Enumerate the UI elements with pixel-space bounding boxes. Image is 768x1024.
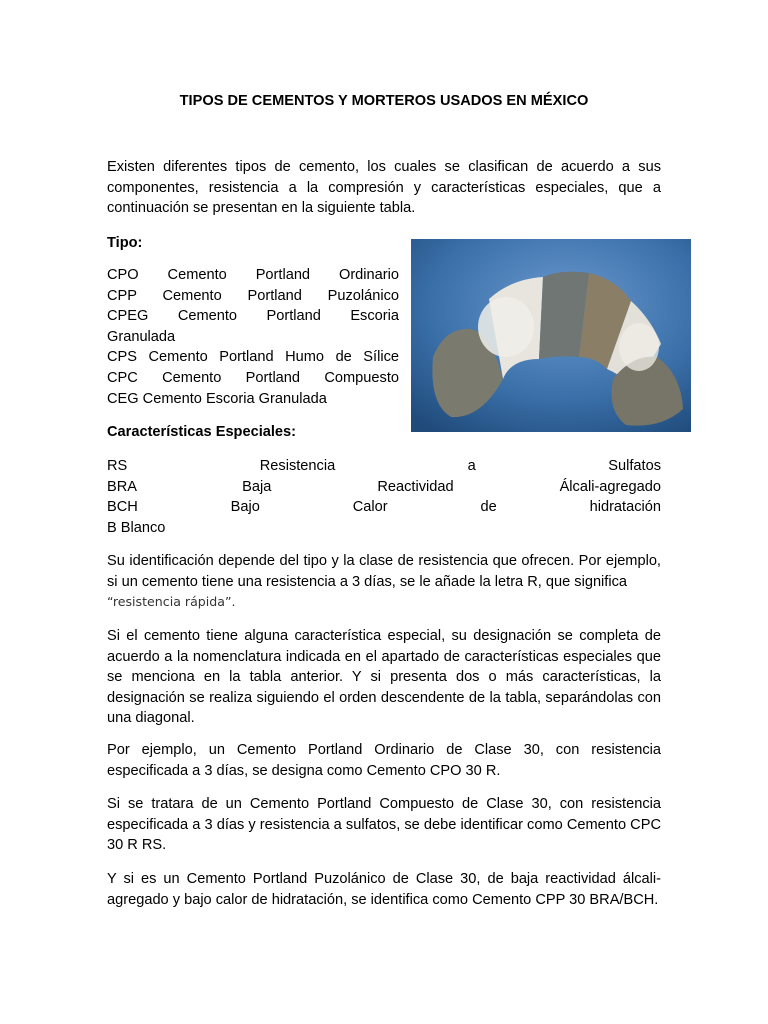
- resistencia-rapida-quote: “resistencia rápida”.: [107, 594, 236, 610]
- caracteristicas-list: [107, 456, 661, 538]
- tipo-item: CPEG Cemento Portland Escoria: [107, 308, 399, 325]
- caracteristica-item: RS Resistencia a Sulfatos: [107, 458, 661, 474]
- ejemplo-cpc-paragraph: Si se tratara de un Cemento Portland Compuesto de Clase 30, con resistencia especificada a 3 días y resistencia a sulfatos, se debe identificar como Cemento CPC 30 R RS.: [107, 796, 661, 854]
- ejemplo-cpp-paragraph: Y si es un Cemento Portland Puzolánico de Clase 30, de baja reactividad álcali-agregado y bajo calor de hidratación, se identifica como Cemento CPP 30 BRA/BCH.: [107, 871, 661, 908]
- tipo-item: CPO Cemento Portland Ordinario: [107, 267, 399, 283]
- designacion-paragraph: Si el cemento tiene alguna característica especial, su designación se completa de acuerdo a la nomenclatura indicada en el apartado de características especiales que se menciona en la tabla anterior. Y si presenta dos o más características, la designación se realiza siguiendo el orden descendente de la tabla, separándolas con una diagonal.: [107, 628, 661, 727]
- cement-powders-photo: [411, 239, 691, 432]
- document-title: TIPOS DE CEMENTOS Y MORTEROS USADOS EN MÉXICO: [179, 93, 589, 109]
- tipo-item: CPC Cemento Portland Compuesto: [107, 369, 399, 386]
- caracteristicas-heading: Características Especiales:: [107, 424, 297, 440]
- tipo-item: CPP Cemento Portland Puzolánico: [107, 287, 399, 304]
- tipo-heading: Tipo:: [107, 235, 143, 251]
- tipo-item: CEG Cemento Escoria Granulada: [107, 390, 327, 407]
- caracteristica-item: BCH Bajo Calor de hidratación: [107, 499, 661, 516]
- tipo-item: CPS Cemento Portland Humo de Sílice: [107, 349, 399, 366]
- identificacion-text: Su identificación depende del tipo y la clase de resistencia que ofrecen. Por ejemplo, si un cemento tiene una resistencia a 3 días, se le añade la letra R, que significa: [107, 553, 661, 590]
- intro-paragraph: Existen diferentes tipos de cemento, los cuales se clasifican de acuerdo a sus componentes, resistencia a la compresión y características especiales, que a continuación se presentan en la siguiente tabla.: [107, 159, 661, 217]
- tipo-list: [107, 265, 399, 409]
- tipo-item: Granulada: [107, 328, 176, 345]
- caracteristica-item: BRA Baja Reactividad Álcali-agregado: [107, 478, 661, 495]
- identificacion-paragraph: [107, 551, 661, 613]
- ejemplo-cpo-paragraph: Por ejemplo, un Cemento Portland Ordinario de Clase 30, con resistencia especificada a 3 días, se designa como Cemento CPO 30 R.: [107, 742, 661, 779]
- caracteristica-item: B Blanco: [107, 519, 166, 536]
